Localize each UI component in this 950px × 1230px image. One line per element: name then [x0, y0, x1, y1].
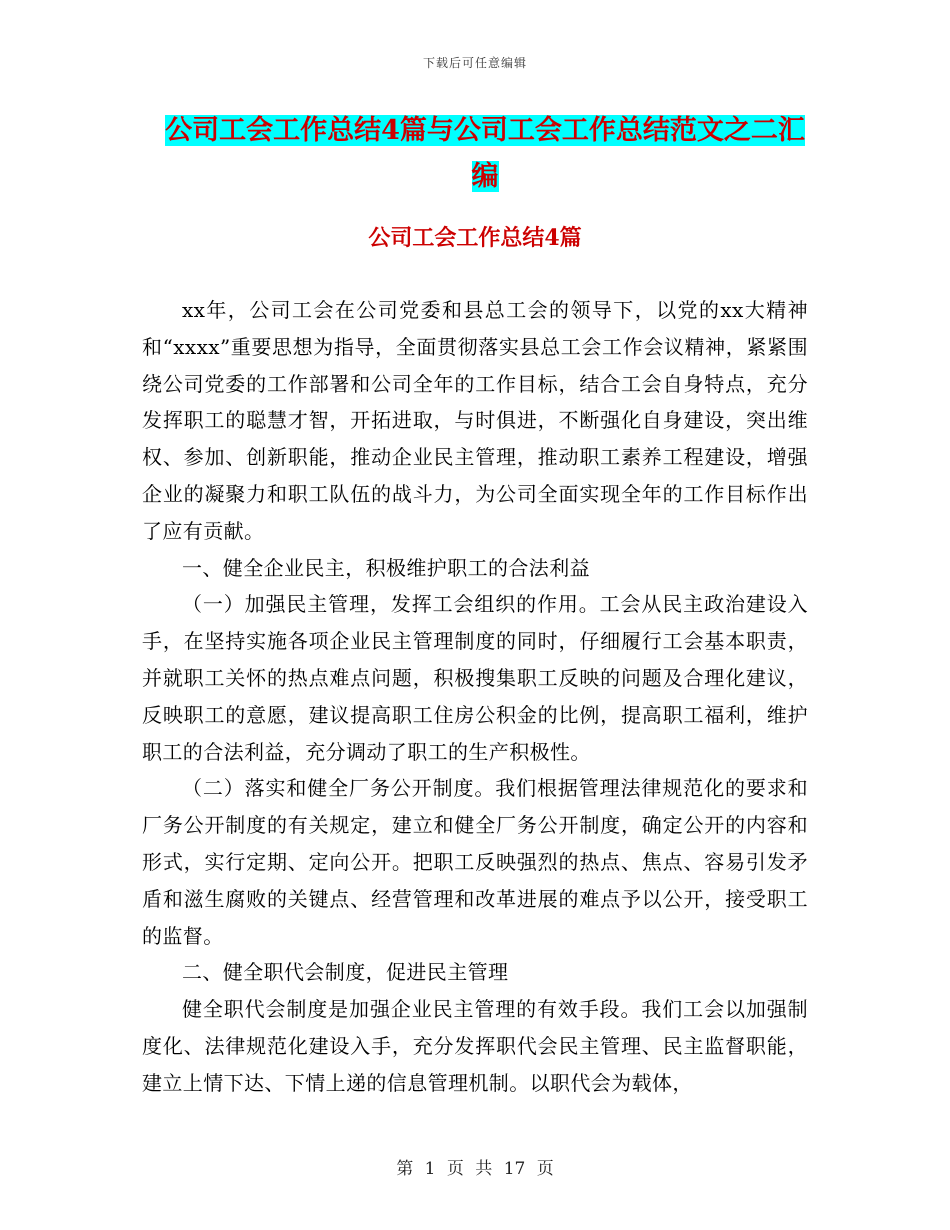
document-body — [142, 292, 808, 1102]
paragraph-factory-affairs: （二）落实和健全厂务公开制度。我们根据管理法律规范化的要求和厂务公开制度的有关规定，建立和健全厂务公开制度，确定公开的内容和形式，实行定期、定向公开。把职工反映强烈的热点、焦点、容易引发矛盾和滋生腐败的关键点、经营管理和改革进展的难点予以公开，接受职工的监督。 — [142, 776, 808, 948]
paragraph-workers-congress: 健全职代会制度是加强企业民主管理的有效手段。我们工会以加强制度化、法律规范化建设入手，充分发挥职代会民主管理、民主监督职能，建立上情下达、下情上递的信息管理机制。以职代会为载体， — [142, 997, 808, 1095]
heading-one: 一、健全企业民主，积极维护职工的合法利益 — [182, 555, 590, 580]
document-title — [160, 108, 810, 200]
heading-two: 二、健全职代会制度，促进民主管理 — [182, 960, 509, 985]
document-title-text: 公司工会工作总结4篇与公司工会工作总结范文之二汇编 — [165, 115, 805, 192]
page-number: 第 1 页 共 17 页 — [396, 1159, 554, 1179]
section-title: 公司工会工作总结4篇 — [368, 225, 582, 251]
page-header-note: 下载后可任意编辑 — [422, 56, 527, 70]
paragraph-intro: xx年，公司工会在公司党委和县总工会的领导下，以党的xx大精神和“xxxx”重要思想为指导，全面贯彻落实县总工会工作会议精神，紧紧围绕公司党委的工作部署和公司全年的工作目标，结合工会自身特点，充分发挥职工的聪慧才智，开拓进取，与时俱进，不断强化自身建设，突出维权、参加、创新职能，推动企业民主管理，推动职工素养工程建设，增强企业的凝聚力和职工队伍的战斗力，为公司全面实现全年的工作目标作出了应有贡献。 — [142, 298, 808, 543]
paragraph-democratic-management: （一）加强民主管理，发挥工会组织的作用。工会从民主政治建设入手，在坚持实施各项企业民主管理制度的同时，仔细履行工会基本职责，并就职工关怀的热点难点问题，积极搜集职工反映的问题及合理化建议，反映职工的意愿，建议提高职工住房公积金的比例，提高职工福利，维护职工的合法利益，充分调动了职工的生产积极性。 — [142, 592, 808, 764]
